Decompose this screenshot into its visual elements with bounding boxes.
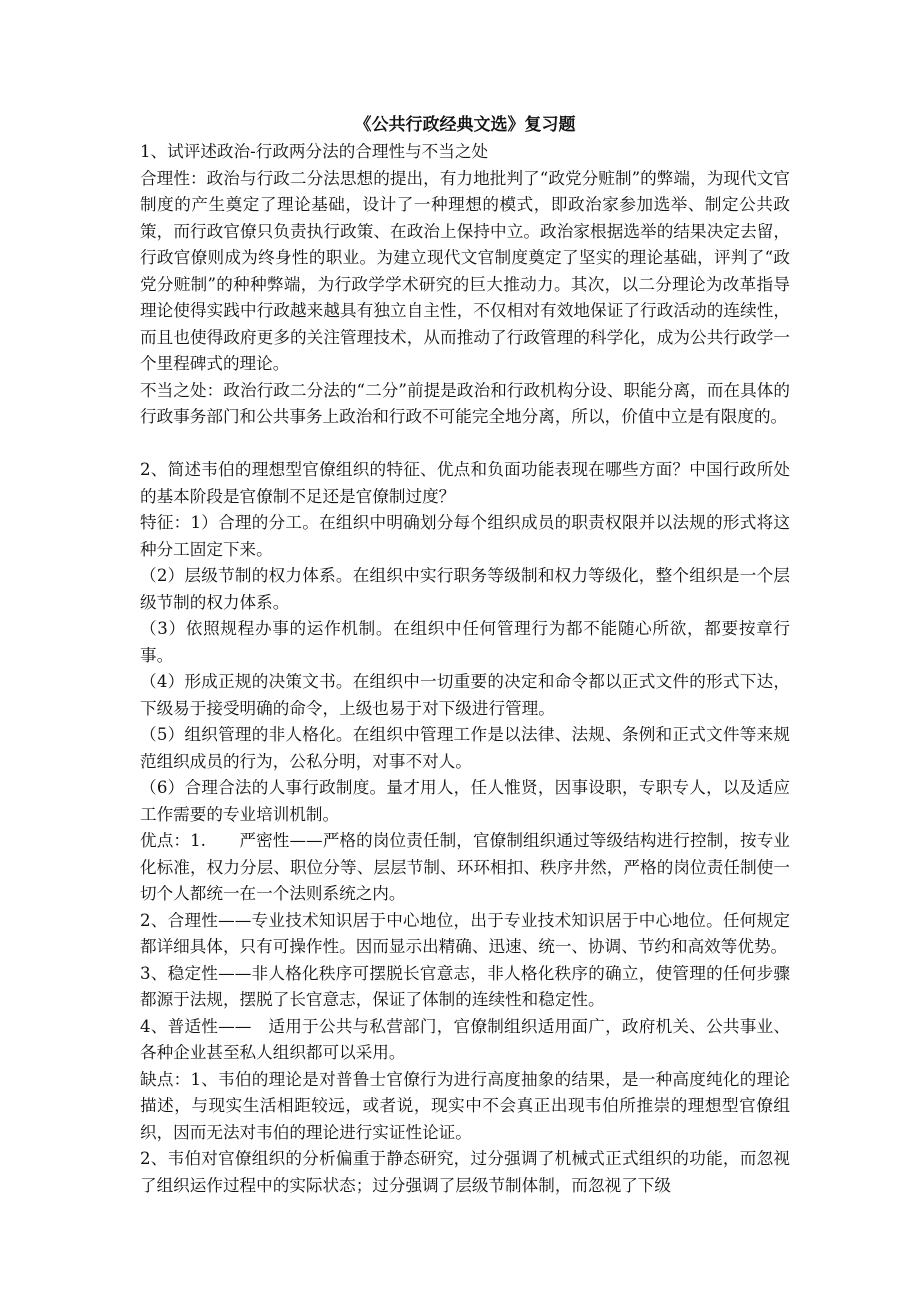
feature-item-1: 特征：1）合理的分工。在组织中明确划分每个组织成员的职责权限并以法规的形式将这种分工固定下来。 bbox=[140, 513, 790, 559]
document-page bbox=[140, 112, 790, 1199]
advantage-item-4: 4、普适性—— 适用于公共与私营部门，官僚制组织适用面广，政府机关、公共事业、各种企业甚至私人组织都可以采用。 bbox=[140, 1016, 790, 1062]
disadvantage-item-2: 2、韦伯对官僚组织的分析偏重于静态研究，过分强调了机械式正式组织的功能，而忽视了组织运作过程中的实际状态；过分强调了层级节制体制，而忽视了下级 bbox=[140, 1149, 790, 1195]
feature-item-2: （2）层级节制的权力体系。在组织中实行职务等级制和权力等级化，整个组织是一个层级节制的权力体系。 bbox=[140, 566, 790, 612]
paragraph-spacer bbox=[140, 431, 790, 458]
feature-item-4: （4）形成正规的决策文书。在组织中一切重要的决定和命令都以正式文件的形式下达，下级易于接受明确的命令，上级也易于对下级进行管理。 bbox=[140, 672, 790, 718]
feature-item-5: （5）组织管理的非人格化。在组织中管理工作是以法律、法规、条例和正式文件等来规范组织成员的行为，公私分明，对事不对人。 bbox=[140, 725, 790, 771]
q1-rationality-paragraph: 合理性：政治与行政二分法思想的提出，有力地批判了“政党分赃制”的弊端，为现代文官制度的产生奠定了理论基础，设计了一种理想的模式，即政治家参加选举、制定公共政策，而行政官僚只负责执行政策、在政治上保持中立。政治家根据选举的结果决定去留，行政官僚则成为终身性的职业。为建立现代文官制度奠定了坚实的理论基础，评判了“政党分赃制”的种种弊端，为行政学学术研究的巨大推动力。其次，以二分理论为改革指导理论使得实践中行政越来越具有独立自主性，不仅相对有效地保证了行政活动的连续性，而且也使得政府更多的关注管理技术，从而推动了行政管理的科学化，成为公共行政学一个里程碑式的理论。 bbox=[140, 168, 790, 373]
advantage-item-1: 优点：1. 严密性——严格的岗位责任制，官僚制组织通过等级结构进行控制，按专业化标准，权力分层、职位分等、层层节制、环环相扣、秩序井然，严格的岗位责任制使一切个人都统一在一个法则系统之内。 bbox=[140, 831, 790, 903]
feature-item-3: （3）依照规程办事的运作机制。在组织中任何管理行为都不能随心所欲，都要按章行事。 bbox=[140, 619, 790, 665]
document-title: 《公共行政经典文选》复习题 bbox=[354, 115, 576, 135]
question-2: 2、简述韦伯的理想型官僚组织的特征、优点和负面功能表现在哪些方面？中国行政所处的基本阶段是官僚制不足还是官僚制过度？ bbox=[140, 460, 790, 506]
advantage-item-3: 3、稳定性——非人格化秩序可摆脱长官意志，非人格化秩序的确立，使管理的任何步骤都源于法规，摆脱了长官意志，保证了体制的连续性和稳定性。 bbox=[140, 963, 790, 1009]
feature-item-6: （6）合理合法的人事行政制度。量才用人，任人惟贤，因事设职，专职专人，以及适应工作需要的专业培训机制。 bbox=[140, 778, 790, 824]
q1-improper-paragraph: 不当之处：政治行政二分法的“二分”前提是政治和行政机构分设、职能分离，而在具体的行政事务部门和公共事务上政治和行政不可能完全地分离，所以，价值中立是有限度的。 bbox=[140, 380, 790, 426]
advantage-item-2: 2、合理性——专业技术知识居于中心地位，出于专业技术知识居于中心地位。任何规定都详细具体，只有可操作性。因而显示出精确、迅速、统一、协调、节约和高效等优势。 bbox=[140, 910, 790, 956]
question-1: 1、试评述政治-行政两分法的合理性与不当之处 bbox=[140, 142, 489, 161]
disadvantage-item-1: 缺点：1、韦伯的理论是对普鲁士官僚行为进行高度抽象的结果，是一种高度纯化的理论描述，与现实生活相距较远，或者说，现实中不会真正出现韦伯所推崇的理想型官僚组织，因而无法对韦伯的理论进行实证性论证。 bbox=[140, 1069, 790, 1142]
